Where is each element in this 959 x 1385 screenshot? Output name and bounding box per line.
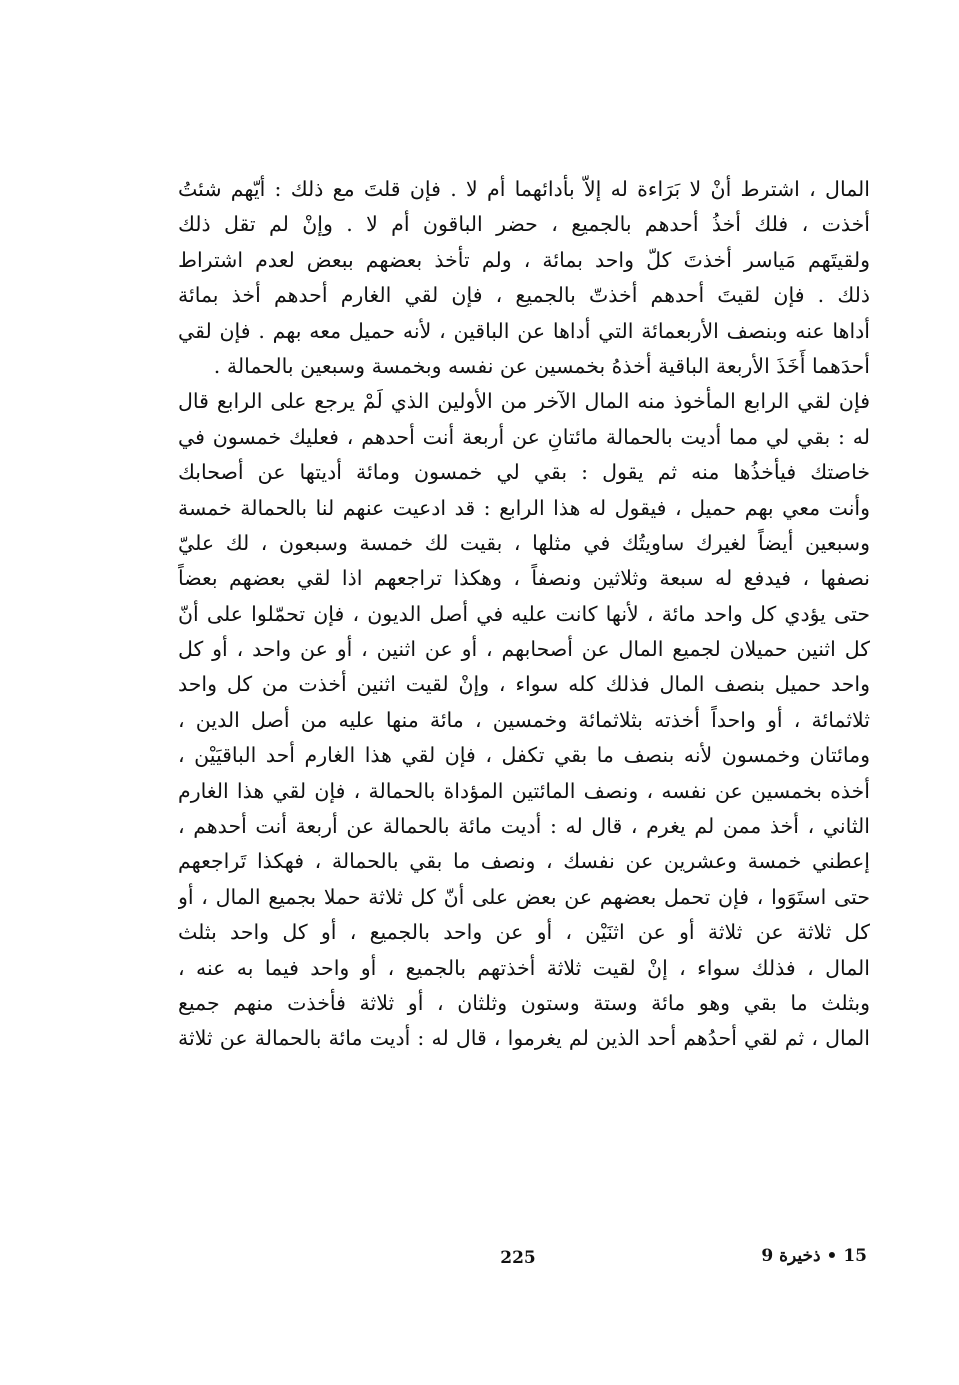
text-line: ثلاثمائة ، أو واحداً أخذته بثلاثمائة وخمسين ، مائة منها عليه من أصل الدين ، [178,707,870,732]
text-line: المال ، فذلك سواء ، إنْ لقيت ثلاثة أخذتهم بالجميع ، أو واحد فيما به عنه ، [178,955,870,980]
signature-mark: 15 • ذخيرة 9 [761,1246,867,1266]
text-line: أداها عنه وبنصف الأربعمائة التي أداها عن الباقين ، لأنه حميل معه بهم . فإن لقي [178,318,870,343]
text-line: كل اثنين حميلان لجميع المال عن أصحابهم ، أو عن اثنين ، أو عن واحد ، أو كل [178,637,870,662]
body-text [178,172,870,1057]
text-line: ذلك . فإن لقيتَ أحدهم أخذتّ بالجميع ، فإن لقي الغارم أحدهم أخذ بمائة [178,283,870,308]
text-line: الثاني ، أخذ ممن لم يغرم ، قال له : أديت مائة بالحمالة عن أربعة أنت أحدهم ، [178,814,870,839]
text-line: كل ثلاثة عن ثلاثة أو عن اثنَيْن ، أو عن واحد بالجميع ، أو كل واحد بثلث [178,920,870,945]
text-line: حتى يؤدي كل واحد مائة ، لأنها كانت عليه في أصل الديون ، فإن تحمّلوا على أنّ [178,601,870,626]
text-line: وسبعين أيضاً لغيرك ساويتُك في مثلها ، بقيت لك خمسة وسبعون ، لك عليّ [178,530,870,555]
text-line: إعطني خمسة وعشرين عن نفسك ، ونصف ما بقي بالحمالة ، فهكذا تَراجعهم [178,849,870,874]
text-line: أخذت ، فلك أخذُ أحدهم بالجميع ، حضر الباقون أم لا . وإنْ لم تقل ذلك [178,212,870,237]
text-line: وبثلث ما بقي وهو مائة وستة وستون وثلثان ، أو ثلاثة فأخذت منهم جميع [178,990,870,1015]
text-line: نصفها ، فيدفع له سبعة وثلاثين ونصفاً ، وهكذا تراجعهم اذا لقي بعضهم بعضاً [178,566,870,591]
text-line: أحدَهما أَخَذَ الأربعة الباقية أخذهُ بخمسين عن نفسه وبخمسة وسبعين بالحمالة . [213,353,870,378]
text-line: له : بقي لي مما أديت بالحمالة مائتانِ عن أربعة أنت أحدهم ، فعليك خمسون في [178,424,870,449]
text-line: خاصتك فيأخذُها منه ثم يقول : بقي لي خمسون ومائة أديتها عن أصحابك [178,460,870,485]
text-line: ولقيتَهم مَياسر أخذتَ كلّ واحد بمائة ، ولم تأخذ بعضهم ببعض لعدم اشتراط [178,247,870,272]
text-line: فإن لقي الرابع المأخوذ منه المال الآخر من الأولين الذي لَمْ يرجع على الرابع قال [178,389,870,414]
text-line: المال ، ثم لقي أحدُهم أحد الذين لم يغرموا ، قال له : أديت مائة بالحمالة عن ثلاثة [178,1026,870,1051]
text-line: واحد حميل بنصف المال فذلك كله سواء ، وإنْ لقيت اثنين أخذت من كل واحد [178,672,870,697]
text-line: المال ، اشترط أنْ لا بَرَاءة له إلاّ بأدائهما أم لا . فإن قلتَ مع ذلك : أيّهم شئتُ [178,177,870,201]
text-line: حتى استَوَوا ، فإن تحمل بعضهم عن بعض على أنّ كل ثلاثة حملا بجميع المال ، أو [178,884,870,909]
page-number: 225 [500,1248,536,1268]
text-line: ومائتان وخمسون لأنه بنصف ما بقي تكفل ، فإن لقي هذا الغارم أحد الباقيَيْن ، [178,743,870,768]
text-line: أخذه بخمسين عن نفسه ، ونصف المائتين المؤداة بالحمالة ، فإن لقي هذا الغارم [178,778,870,803]
text-line: وأنت معي بهم حميل ، فيقول له هذا الرابع : قد ادعيت عنهم لنا بالحمالة خمسة [178,495,870,520]
